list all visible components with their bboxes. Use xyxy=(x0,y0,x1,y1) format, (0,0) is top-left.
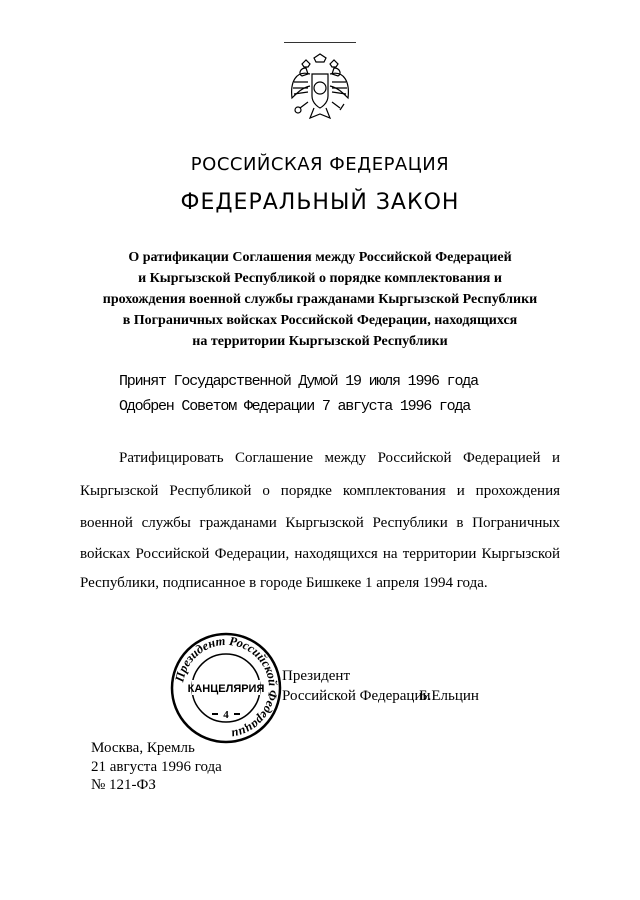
body-text-line: Кыргызской Республикой о порядке комплектования и прохождения xyxy=(80,483,560,499)
law-type-heading: ФЕДЕРАЛЬНЫЙ ЗАКОН xyxy=(180,190,460,215)
seal-ring-text: Президент Российской Федерации xyxy=(172,633,281,742)
signatory-organization: Российской Федерации xyxy=(282,688,431,704)
law-title-line: на территории Кыргызской Республики xyxy=(192,334,448,349)
adopted-by-duma: Принят Государственной Думой 19 июля 1996 года xyxy=(119,373,478,390)
law-number: № 121-ФЗ xyxy=(91,777,156,793)
law-title-line: и Кыргызской Республикой о порядке комплектования и xyxy=(138,271,502,286)
signatory-name: Б.Ельцин xyxy=(419,688,479,704)
signing-place: Москва, Кремль xyxy=(91,740,195,756)
signatory-title: Президент xyxy=(282,668,350,684)
law-title-line: О ратификации Соглашения между Российской Федерацией xyxy=(128,250,512,265)
body-text-line: Ратифицировать Соглашение между Российской Федерацией и xyxy=(119,450,560,466)
law-title xyxy=(80,247,560,352)
seal-center-text: КАНЦЕЛЯРИЯ xyxy=(187,683,265,695)
body-text-line: военной службы гражданами Кыргызской Республики в Пограничных xyxy=(80,515,560,531)
double-headed-eagle-icon xyxy=(286,52,354,126)
body-text-line: войсках Российской Федерации, находящихся на территории Кыргызской xyxy=(80,546,560,562)
country-title: РОССИЙСКАЯ ФЕДЕРАЦИЯ xyxy=(190,154,450,175)
body-text-line: Республики, подписанное в городе Бишкеке 1 апреля 1994 года. xyxy=(80,575,488,591)
law-title-line: прохождения военной службы гражданами Кыргызской Республики xyxy=(102,292,538,307)
law-title-line: в Пограничных войсках Российской Федерации, находящихся xyxy=(122,313,518,328)
official-seal-stamp xyxy=(170,632,282,744)
top-rule xyxy=(284,42,356,43)
approved-by-federation-council: Одобрен Советом Федерации 7 августа 1996 года xyxy=(119,398,471,415)
signing-date: 21 августа 1996 года xyxy=(91,759,222,775)
seal-number: 4 xyxy=(223,709,229,721)
